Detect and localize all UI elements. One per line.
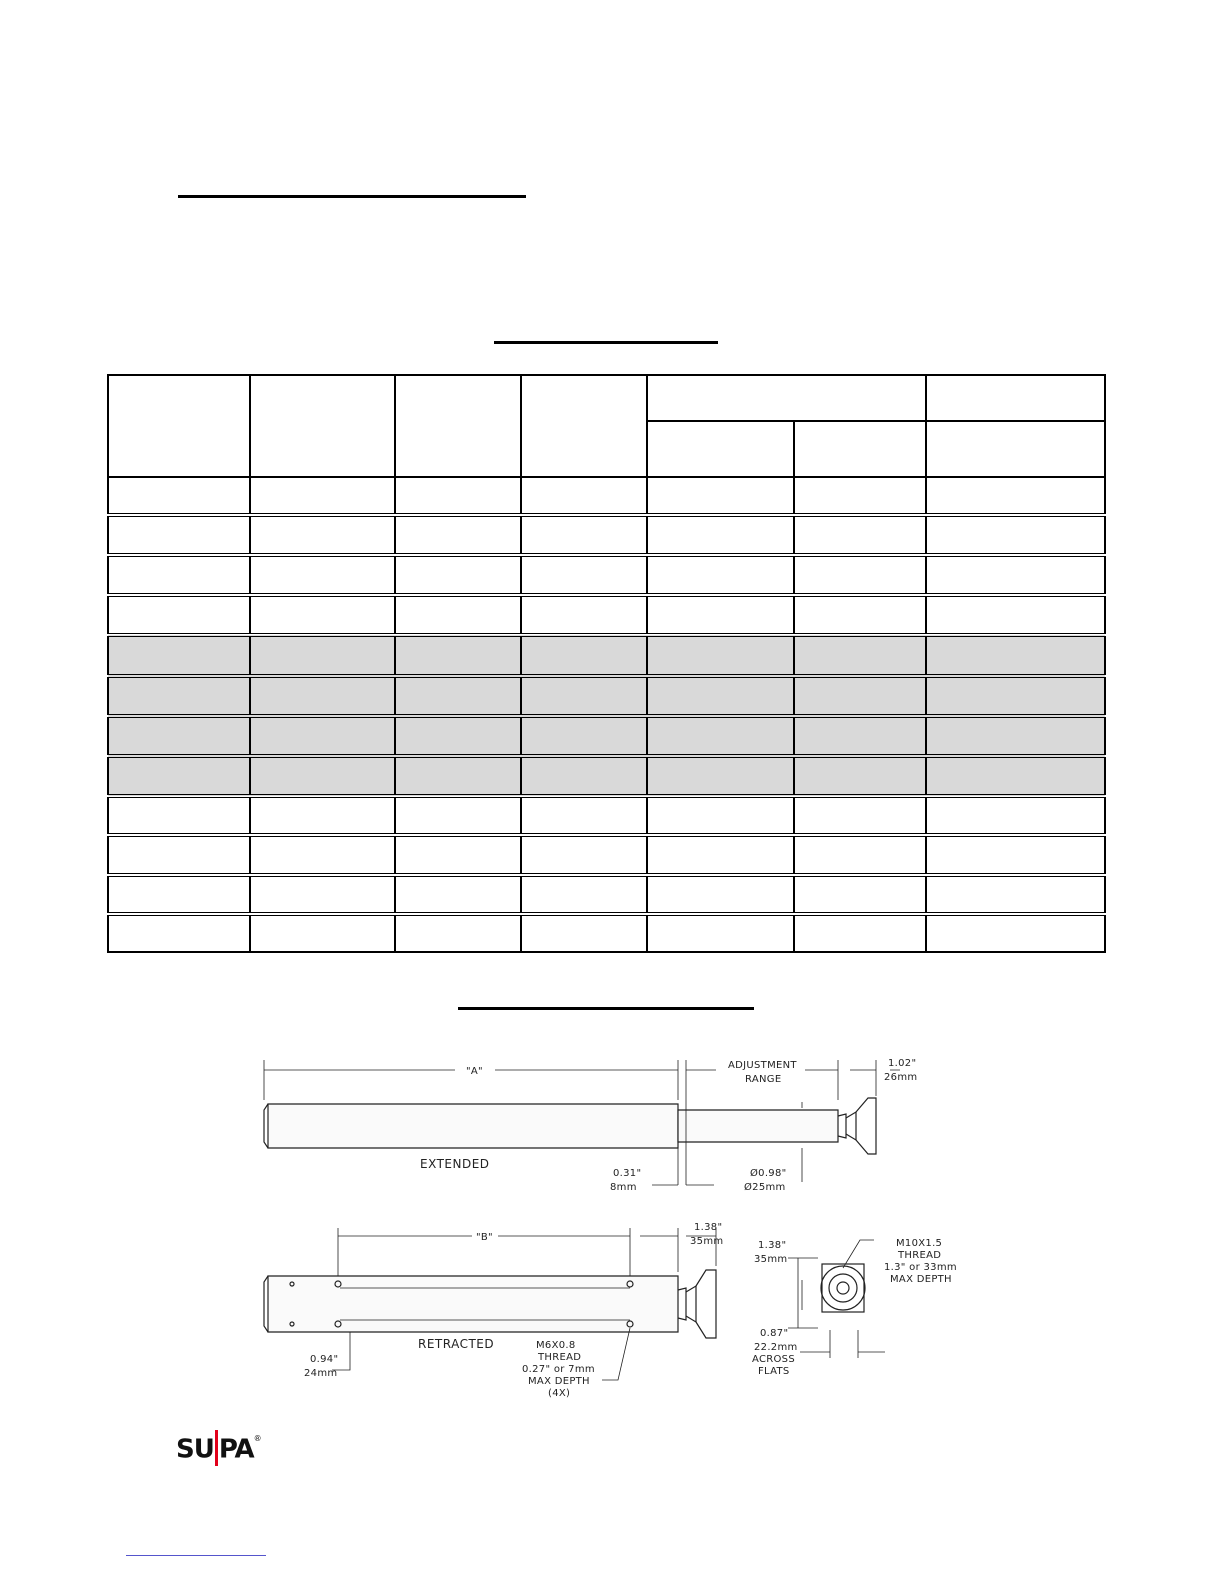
table-cell bbox=[647, 477, 794, 515]
table-cell bbox=[647, 595, 794, 635]
table-cell bbox=[250, 515, 395, 555]
table-cell bbox=[794, 635, 926, 676]
table-cell bbox=[926, 716, 1105, 756]
dim-1-02-label: 26mm bbox=[884, 1072, 918, 1083]
table-row bbox=[108, 796, 1105, 835]
table-cell bbox=[926, 756, 1105, 796]
table-cell bbox=[250, 835, 395, 875]
table-cell bbox=[108, 875, 250, 914]
dim-1-38-end-label: 35mm bbox=[754, 1254, 788, 1265]
dim-0-87-label: ACROSS bbox=[752, 1354, 795, 1365]
dim-0-94-label: 0.94" bbox=[310, 1354, 339, 1365]
table-cell bbox=[521, 875, 647, 914]
table-row bbox=[108, 756, 1105, 796]
table-cell bbox=[926, 635, 1105, 676]
table-cell bbox=[521, 595, 647, 635]
table-cell bbox=[521, 555, 647, 595]
table-cell bbox=[250, 796, 395, 835]
dim-1-38-side-label: 35mm bbox=[690, 1236, 724, 1247]
m10-thread-label: 1.3" or 33mm bbox=[884, 1262, 957, 1273]
table-cell bbox=[250, 756, 395, 796]
table-cell bbox=[108, 635, 250, 676]
header-cell bbox=[250, 375, 395, 477]
table-cell bbox=[926, 555, 1105, 595]
table-cell bbox=[647, 676, 794, 716]
table-row bbox=[108, 875, 1105, 914]
table-cell bbox=[250, 875, 395, 914]
header-cell bbox=[926, 421, 1105, 477]
table-cell bbox=[794, 796, 926, 835]
dim-1-38-side-label: 1.38" bbox=[694, 1222, 723, 1233]
table-cell bbox=[794, 756, 926, 796]
header-cell bbox=[794, 421, 926, 477]
table-cell bbox=[395, 676, 521, 716]
table-cell bbox=[395, 835, 521, 875]
header-cell bbox=[521, 375, 647, 477]
table-row bbox=[108, 835, 1105, 875]
header-cell bbox=[647, 421, 794, 477]
end-view-drawing bbox=[821, 1264, 865, 1312]
table-row bbox=[108, 515, 1105, 555]
table-cell bbox=[647, 635, 794, 676]
table-cell bbox=[521, 835, 647, 875]
m10-thread-label: M10X1.5 bbox=[896, 1238, 943, 1249]
m6-thread-label: MAX DEPTH bbox=[528, 1376, 590, 1387]
table-cell bbox=[250, 914, 395, 952]
table-cell bbox=[647, 515, 794, 555]
dim-0-87-label: 0.87" bbox=[760, 1328, 789, 1339]
table-cell bbox=[108, 477, 250, 515]
technical-drawing bbox=[240, 1040, 980, 1420]
table-row bbox=[108, 477, 1105, 515]
table-cell bbox=[250, 477, 395, 515]
table-row bbox=[108, 914, 1105, 952]
table-cell bbox=[250, 716, 395, 756]
table-row bbox=[108, 595, 1105, 635]
m6-thread-label: THREAD bbox=[538, 1352, 582, 1363]
dim-1-38-end-label: 1.38" bbox=[758, 1240, 787, 1251]
table-cell bbox=[926, 676, 1105, 716]
table-cell bbox=[108, 515, 250, 555]
table-cell bbox=[926, 835, 1105, 875]
table-cell bbox=[108, 555, 250, 595]
table-cell bbox=[395, 796, 521, 835]
registered-mark: ® bbox=[253, 1434, 261, 1443]
header-cell bbox=[395, 375, 521, 477]
table-cell bbox=[794, 835, 926, 875]
table-cell bbox=[250, 595, 395, 635]
dim-b-label: "B" bbox=[476, 1232, 493, 1243]
table-cell bbox=[521, 477, 647, 515]
dim-0-87-label: 22.2mm bbox=[754, 1342, 798, 1353]
table-cell bbox=[521, 914, 647, 952]
table-cell bbox=[395, 756, 521, 796]
table-cell bbox=[250, 635, 395, 676]
table-cell bbox=[250, 555, 395, 595]
table-cell bbox=[647, 914, 794, 952]
table-cell bbox=[647, 555, 794, 595]
m10-thread-label: THREAD bbox=[898, 1250, 942, 1261]
table-cell bbox=[395, 716, 521, 756]
table-cell bbox=[108, 676, 250, 716]
m6-thread-label: M6X0.8 bbox=[536, 1340, 576, 1351]
dim-1-02-label: 1.02" bbox=[888, 1058, 917, 1069]
drawing-title-underline bbox=[458, 1007, 754, 1010]
table-cell bbox=[794, 716, 926, 756]
spec-table bbox=[107, 374, 1106, 953]
table-cell bbox=[108, 716, 250, 756]
retracted-label: RETRACTED bbox=[418, 1337, 495, 1351]
table-cell bbox=[926, 477, 1105, 515]
table-cell bbox=[395, 595, 521, 635]
logo-accent-bar bbox=[215, 1430, 218, 1466]
dim-0-98-label: Ø0.98" bbox=[750, 1168, 787, 1179]
table-cell bbox=[794, 555, 926, 595]
table-cell bbox=[108, 796, 250, 835]
table-cell bbox=[108, 835, 250, 875]
table-row bbox=[108, 555, 1105, 595]
table-cell bbox=[647, 835, 794, 875]
header-cell bbox=[647, 375, 926, 421]
header-cell bbox=[926, 375, 1105, 421]
dim-0-31-label: 8mm bbox=[610, 1182, 637, 1193]
table-cell bbox=[647, 756, 794, 796]
adjustment-range-label: ADJUSTMENT bbox=[728, 1060, 797, 1071]
dim-0-31-label: 0.31" bbox=[613, 1168, 642, 1179]
table-cell bbox=[521, 515, 647, 555]
table-cell bbox=[108, 914, 250, 952]
table-cell bbox=[521, 716, 647, 756]
table-cell bbox=[395, 515, 521, 555]
extended-label: EXTENDED bbox=[420, 1157, 490, 1171]
logo-text: SU bbox=[176, 1434, 214, 1465]
table-cell bbox=[395, 914, 521, 952]
logo-text: PA bbox=[218, 1434, 254, 1465]
table-row bbox=[108, 716, 1105, 756]
dim-0-98-label: Ø25mm bbox=[744, 1182, 786, 1193]
table-cell bbox=[521, 676, 647, 716]
m10-thread-label: MAX DEPTH bbox=[890, 1274, 952, 1285]
table-cell bbox=[926, 595, 1105, 635]
table-cell bbox=[926, 796, 1105, 835]
table-cell bbox=[926, 914, 1105, 952]
table-cell bbox=[794, 477, 926, 515]
dim-0-94-label: 24mm bbox=[304, 1368, 338, 1379]
table-cell bbox=[926, 515, 1105, 555]
heading-underline bbox=[178, 195, 526, 198]
table-cell bbox=[395, 875, 521, 914]
table-cell bbox=[521, 756, 647, 796]
table-cell bbox=[521, 635, 647, 676]
table-cell bbox=[108, 595, 250, 635]
table-header-row-1 bbox=[108, 375, 1105, 421]
retracted-leg-drawing bbox=[264, 1270, 716, 1338]
suspa-logo bbox=[176, 1432, 261, 1468]
table-cell bbox=[647, 875, 794, 914]
table-cell bbox=[108, 756, 250, 796]
m6-thread-label: 0.27" or 7mm bbox=[522, 1364, 595, 1375]
table-row bbox=[108, 676, 1105, 716]
table-cell bbox=[794, 875, 926, 914]
table-cell bbox=[794, 515, 926, 555]
header-cell bbox=[108, 375, 250, 477]
dim-a-label: "A" bbox=[466, 1066, 483, 1077]
dim-0-87-label: FLATS bbox=[758, 1366, 790, 1377]
table-row bbox=[108, 635, 1105, 676]
table-cell bbox=[794, 676, 926, 716]
table-cell bbox=[926, 875, 1105, 914]
table-cell bbox=[521, 796, 647, 835]
table-cell bbox=[647, 716, 794, 756]
table-cell bbox=[395, 635, 521, 676]
footer-link-underline[interactable] bbox=[126, 1555, 266, 1556]
m6-thread-label: (4X) bbox=[548, 1388, 571, 1399]
table-cell bbox=[250, 676, 395, 716]
table-cell bbox=[794, 914, 926, 952]
extended-leg-drawing bbox=[264, 1098, 876, 1154]
table-cell bbox=[395, 555, 521, 595]
table-cell bbox=[395, 477, 521, 515]
adjustment-range-label: RANGE bbox=[745, 1074, 782, 1085]
table-cell bbox=[647, 796, 794, 835]
table-title-underline bbox=[494, 341, 718, 344]
table-cell bbox=[794, 595, 926, 635]
